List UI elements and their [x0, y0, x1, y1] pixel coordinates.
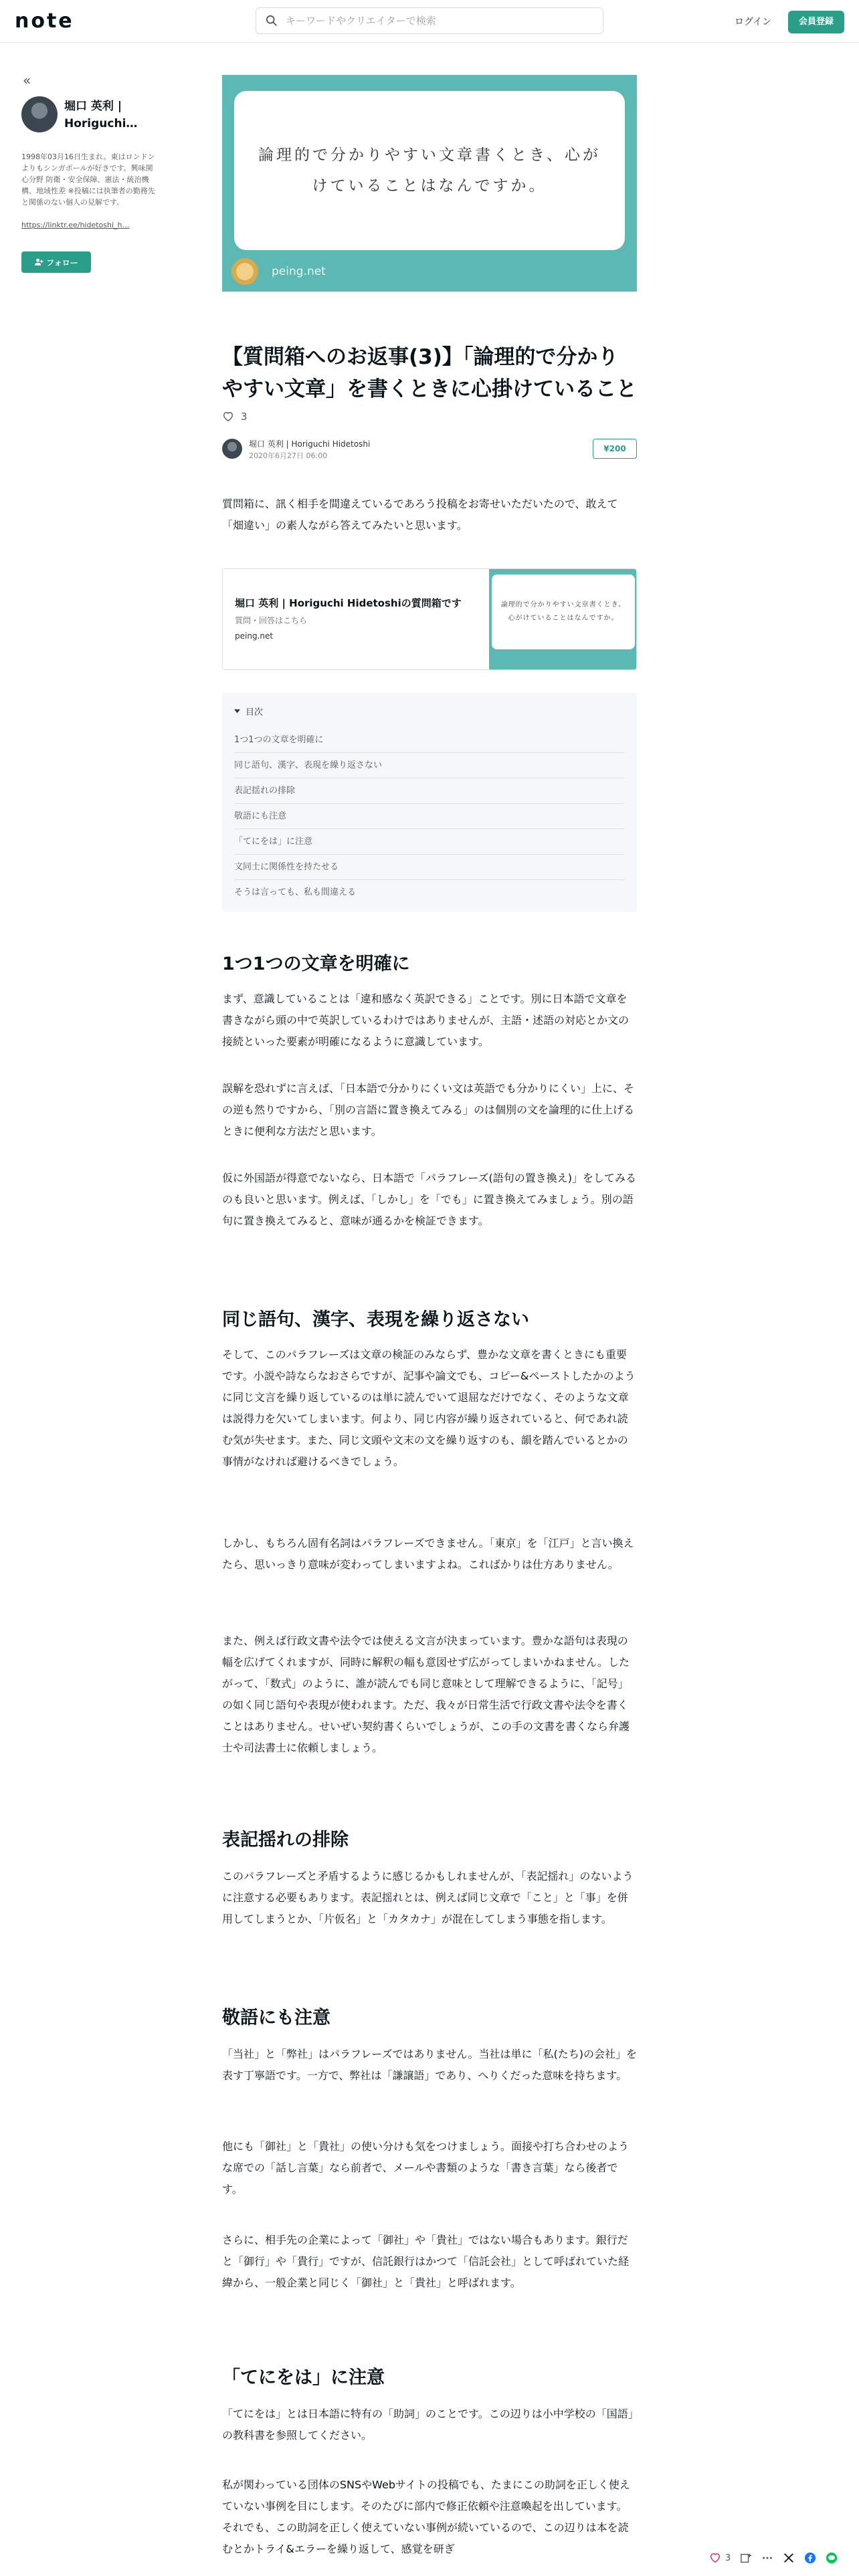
collapse-sidebar-icon[interactable]: « — [23, 72, 31, 88]
toc-item[interactable]: 敬語にも注意 — [234, 804, 625, 829]
search-box[interactable] — [256, 7, 603, 34]
section-heading: 同じ語句、漢字、表現を繰り返さない — [222, 1309, 529, 1330]
body-paragraph: 誤解を恐れずに言えば、「日本語で分かりにくい文は英語でも分かりにくい」上に、その逆も然りですから、「別の言語に置き換えてみる」のは個別の文を論理的に仕上げるときに便利な方法だと思います。 — [222, 1082, 635, 1138]
toc-item[interactable]: 同じ語句、漢字、表現を繰り返さない — [234, 753, 625, 778]
author-avatar[interactable] — [21, 96, 58, 132]
author-link[interactable]: https://linktr.ee/hidetoshi_h… — [21, 221, 130, 229]
body-paragraph: さらに、相手先の企業によって「御社」や「貴社」ではない場合もあります。銀行だと「御行」や「貴行」ですが、信託銀行はかつて「信託会社」として呼ばれていた経緯から、一般企業と同じく「御社」と「貴社」と呼ばれます。 — [222, 2234, 630, 2289]
body-paragraph: 「当社」と「弊社」はパラフレーズではありません。当社は単に「私(たち)の会社」を表す丁寧語です。一方で、弊社は「謙譲語」であり、へりくだった意味を持ちます。 — [222, 2048, 638, 2082]
magazine-add-icon[interactable] — [740, 2552, 752, 2564]
section-heading: 1つ1つの文章を明確に — [222, 954, 410, 974]
link-embed-card[interactable] — [222, 568, 637, 670]
toc-item[interactable]: 「てにをは」に注意 — [234, 829, 625, 855]
intro-paragraph: 質問箱に、訊く相手を間違えているであろう投稿をお寄せいただいたので、敢えて「畑違い」の素人ながら答えてみたいと思います。 — [222, 498, 618, 532]
x-share-icon[interactable] — [783, 2552, 795, 2564]
signup-button[interactable]: 会員登録 — [788, 11, 844, 33]
toc-item[interactable]: そうは言っても、私も間違える — [234, 887, 357, 897]
search-input[interactable] — [286, 15, 593, 27]
body-paragraph: しかし、もちろん固有名詞はパラフレーズできません。「東京」を「江戸」と言い換えたら、思いっきり意味が変わってしまいますよね。こればかりは仕方ありません。 — [222, 1537, 634, 1571]
toc-item[interactable]: 文同士に関係性を持たせる — [234, 855, 625, 880]
section-heading: 表記揺れの排除 — [222, 1830, 349, 1850]
follow-button[interactable] — [21, 251, 91, 273]
facebook-share-icon[interactable] — [804, 2552, 816, 2564]
toc-item[interactable]: 1つ1つの文章を明確に — [234, 728, 625, 753]
embed-thumb-card — [492, 574, 635, 649]
publish-date: 2020年6月27日 06:00 — [249, 451, 328, 460]
hero-question: 論理的で分かりやすい文章書くとき、心がけていることはなんですか。 — [258, 146, 601, 195]
caret-down-icon — [234, 708, 240, 714]
heart-icon — [709, 2552, 721, 2564]
hero-brand: peing.net — [272, 265, 326, 278]
toc-heading: 目次 — [246, 708, 264, 718]
header — [0, 0, 859, 43]
body-paragraph: そして、このパラフレーズは文章の検証のみならず、豊かな文章を書くときにも重要です。小説や詩ならなおさらですが、記事や論文でも、コピー&ペーストしたかのように同じ文言を繰り返しているのは単に読んでいて退屈なだけでなく、そのような文章は説得力を欠いてしまいます。何より、同じ内容が繰り返されていると、何であれ読む気が失せます。また、同じ文頭や文末の文を繰り返すのも、韻を踏んでいるとかの事情がなければ避けるべきでしょう。 — [222, 1348, 636, 1468]
floating-action-bar — [709, 2548, 838, 2568]
toc-toggle[interactable] — [234, 705, 263, 718]
embed-title: 堀口 英利 | Horiguchi Hidetoshiの質問箱です — [235, 597, 462, 609]
body-paragraph: このパラフレーズと矛盾するように感じるかもしれませんが、「表記揺れ」のないように注意する必要もあります。表記揺れとは、例えば同じ文章で「こと」と「事」を併用してしまうとか、「片仮名」と「カタカナ」が混在してしまう事態を指します。 — [222, 1870, 634, 1925]
line-share-icon[interactable] — [826, 2552, 838, 2564]
embed-text — [235, 596, 462, 641]
byline-avatar[interactable] — [222, 439, 242, 459]
section-heading: 敬語にも注意 — [222, 2008, 330, 2028]
body-paragraph: まず、意識していることは「違和感なく英訳できる」ことです。別に日本語で文章を書きながら頭の中で英訳しているわけではありませんが、主語・述語の対応とか文の接続といった要素が明確になるように意識しています。 — [222, 992, 630, 1048]
body-paragraph: 「てにをは」とは日本語に特有の「助詞」のことです。この辺りは小中学校の「国語」の教科書を参照してください。 — [222, 2407, 634, 2442]
section-heading: 「てにをは」に注意 — [222, 2367, 385, 2388]
like-count: 3 — [241, 411, 248, 423]
like-button[interactable] — [709, 2552, 731, 2564]
hero-image — [222, 75, 637, 292]
author-bio: 1998年03月16日生まれ。東はロンドンよりもシンガポールが好きです。興味関心分野 防衛・安全保障、憲法・統治機構、地域性差 ※投稿には执筆者の勤務先と関係のない個人の見解です。 — [21, 152, 155, 207]
add-user-icon — [34, 257, 43, 267]
price-badge[interactable]: ¥200 — [593, 439, 637, 459]
more-icon[interactable] — [761, 2552, 773, 2564]
embed-thumb-text: 論理的で分かりやすい文章書くとき、心がけていることはなんですか。 — [500, 601, 626, 622]
like-counter[interactable] — [222, 411, 248, 423]
embed-description: 質問・回答はこちら — [235, 616, 308, 625]
body-paragraph: 私が関わっている団体のSNSやWebサイトの投稿でも、たまにこの助詞を正しく使えていない事例を目にします。そのたびに部内で修正依頼や注意喚起を出しています。それでも、この助詞を正しく使えていない事例が続いているので、この辺りは本を読むとかトライ&エラーを繰り返して、感覚を研ぎ — [222, 2478, 630, 2555]
table-of-contents — [222, 693, 637, 912]
peing-logo-icon — [231, 258, 258, 285]
body-paragraph: また、例えば行政文書や法令では使える文言が決まっています。豊かな語句は表現の幅を広げてくれますが、同時に解釈の幅も意図せず広がってしまいかねません。したがって、「数式」のように、誰が読んでも同じ意味として理解できるように、「記号」の如く同じ語句や表現が使われます。ただ、我々が日常生活で行政文書や法令を書くことはありません。せいぜい契約書くらいでしょうが、この手の文書を書くなら弁護士や司法書士に依頼しましょう。 — [222, 1634, 630, 1754]
article-title: 【質問箱へのお返事(3)】「論理的で分かりやすい文章」を書くときに心掛けていること — [222, 345, 637, 401]
search-icon — [266, 15, 278, 27]
byline-author[interactable]: 堀口 英利 | Horiguchi Hidetoshi — [249, 439, 371, 449]
toc-item[interactable]: 表記揺れの排除 — [234, 778, 625, 804]
hero-question-card — [234, 91, 625, 250]
embed-domain: peing.net — [235, 631, 274, 641]
note-logo[interactable]: note — [15, 9, 74, 33]
follow-label: フォロー — [46, 257, 78, 267]
author-name[interactable]: 堀口 英利 | Horiguchi… — [64, 100, 138, 130]
login-link[interactable]: ログイン — [735, 17, 772, 27]
heart-icon — [222, 411, 234, 423]
body-paragraph: 他にも「御社」と「貴社」の使い分けも気をつけましょう。面接や打ち合わせのような席での「話し言葉」なら前者で、メールや書類のような「書き言葉」なら後者です。 — [222, 2140, 630, 2195]
embed-thumbnail — [489, 569, 637, 670]
body-paragraph: 仮に外国語が得意でないなら、日本語で「パラフレーズ(語句の置き換え)」をしてみるのも良いと思います。例えば、「しかし」を「でも」に置き換えてみましょう。別の語句に置き換えてみると、意味が通るかを検証できます。 — [222, 1172, 637, 1227]
like-count: 3 — [725, 2553, 731, 2563]
